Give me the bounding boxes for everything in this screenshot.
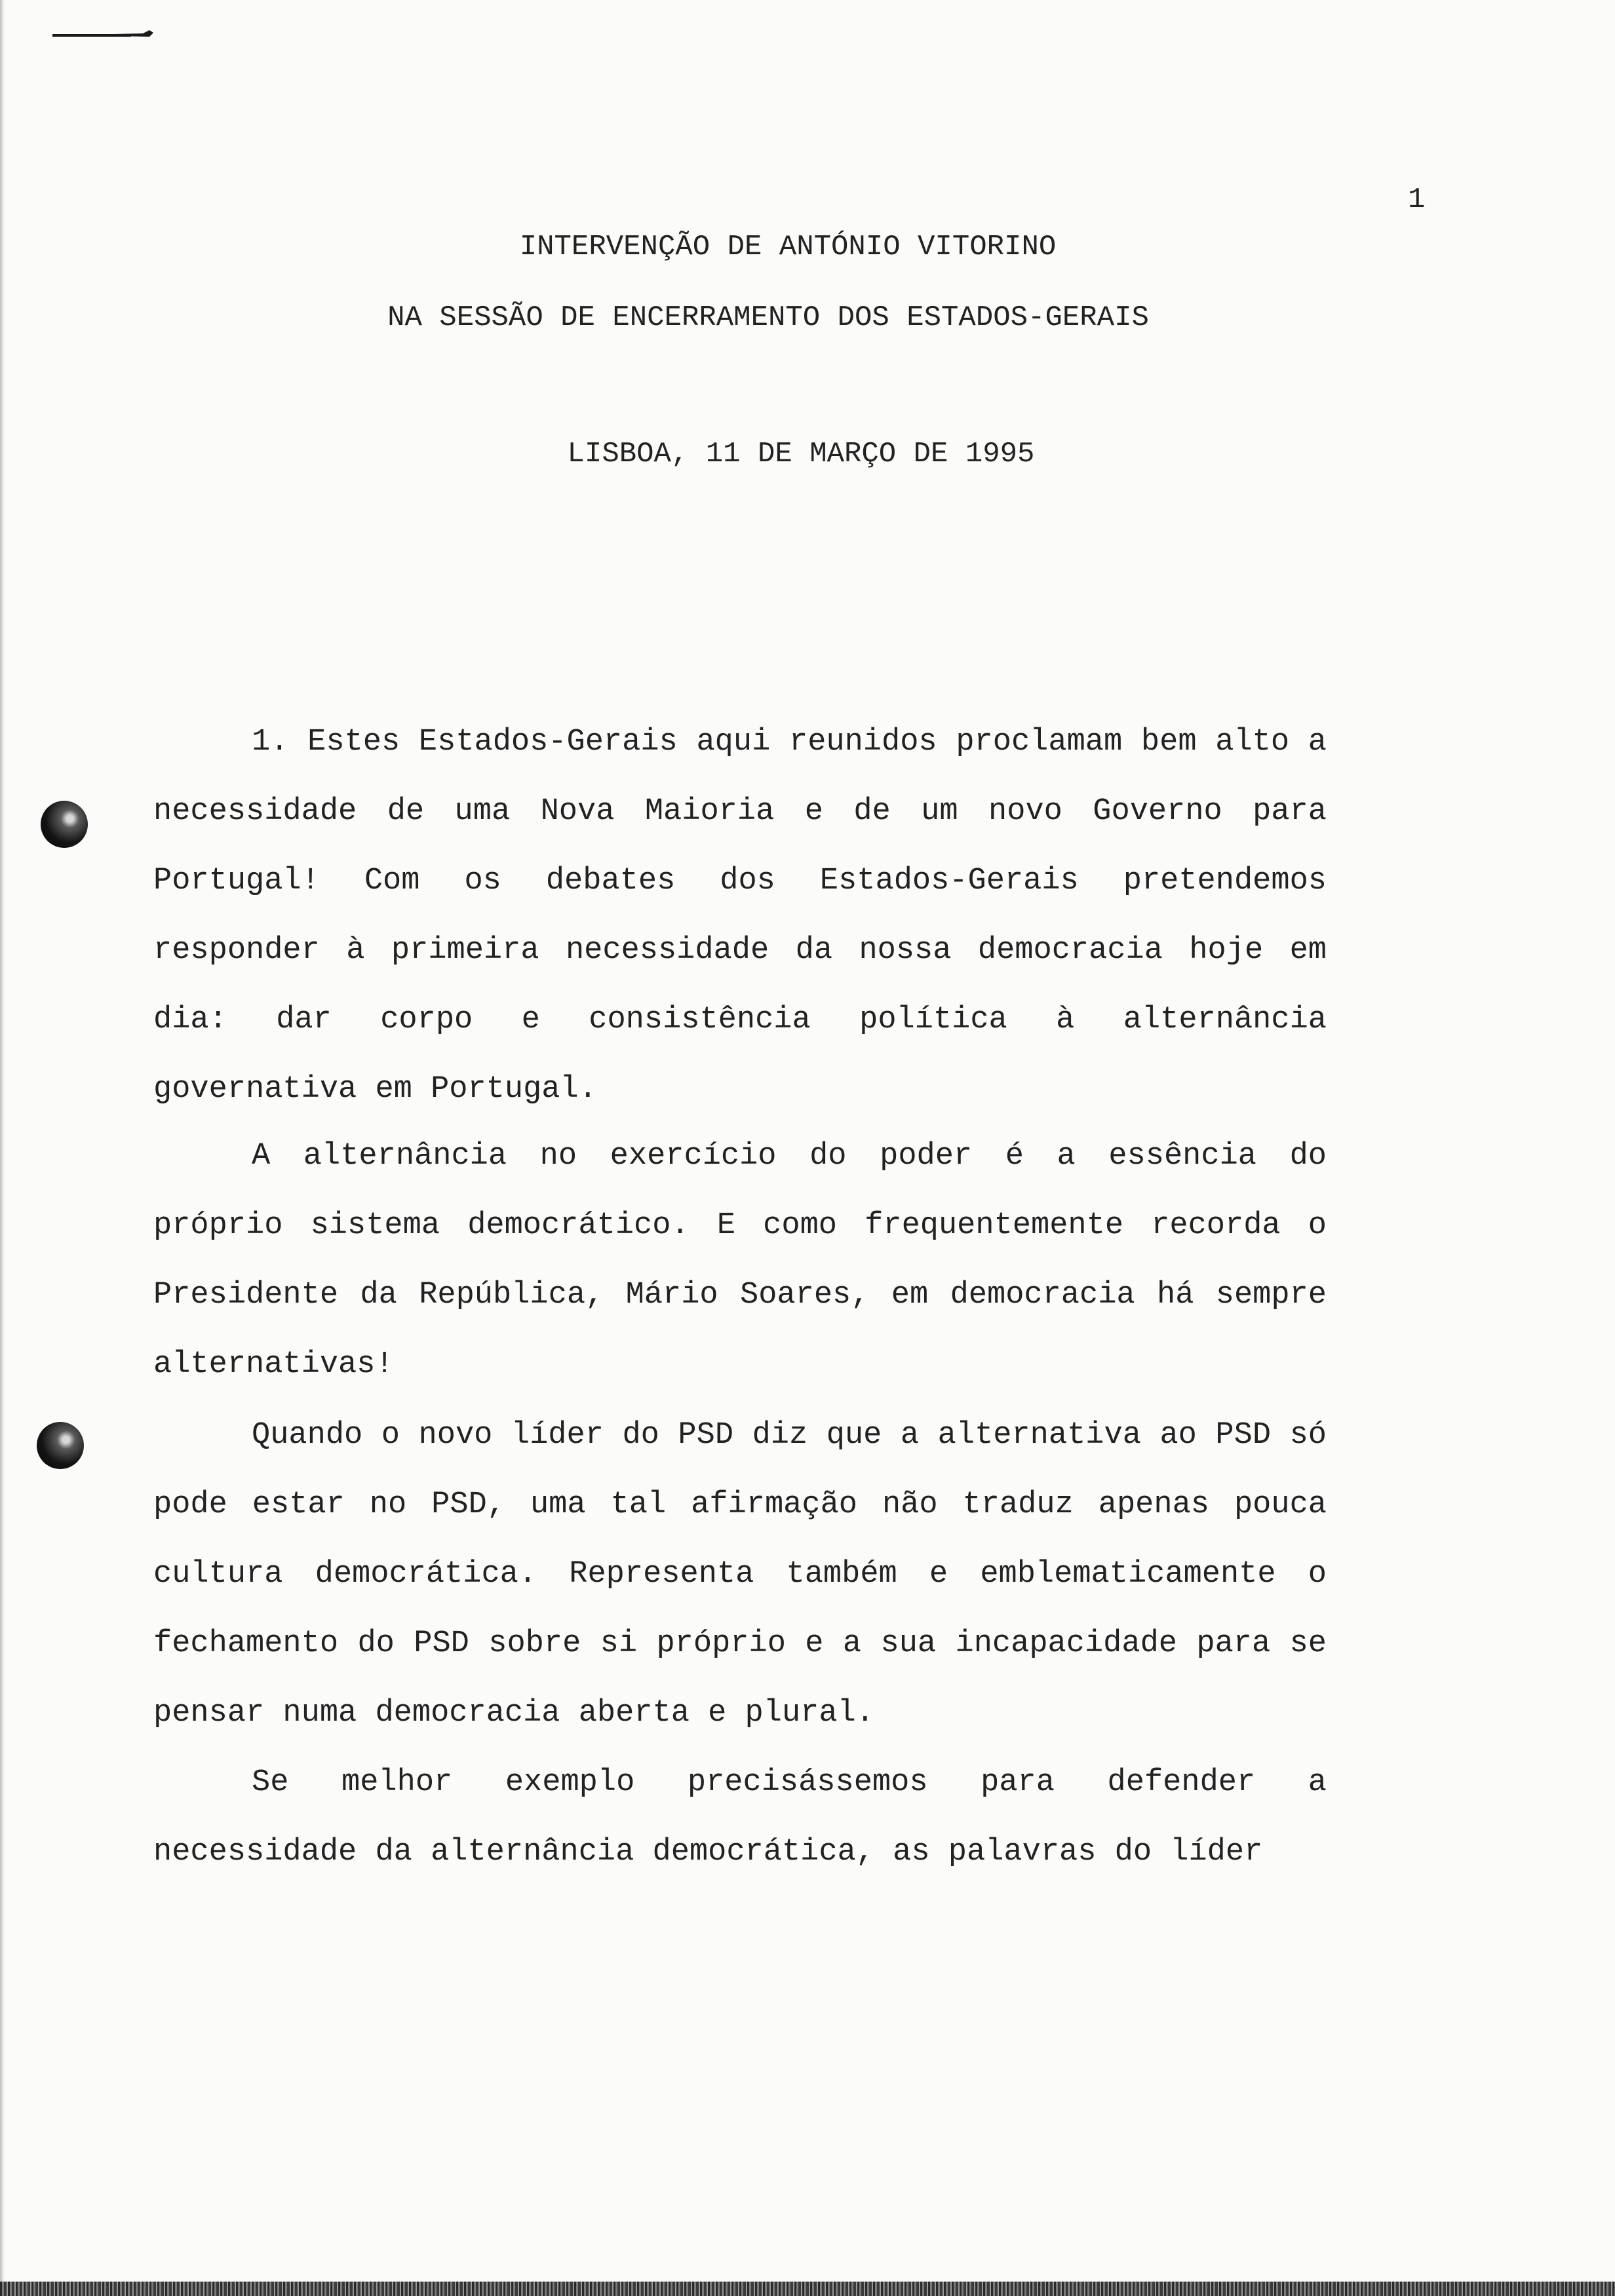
document-title-line-2: NA SESSÃO DE ENCERRAMENTO DOS ESTADOS-GERAIS xyxy=(387,301,1149,334)
scan-left-edge xyxy=(0,0,4,2296)
punch-hole-icon xyxy=(41,801,88,848)
document-title-line-1: INTERVENÇÃO DE ANTÓNIO VITORINO xyxy=(519,231,1057,263)
paragraph: Se melhor exemplo precisássemos para defender a necessidade da alternância democrática, as palavras do líder xyxy=(153,1765,1327,1869)
page-number: 1 xyxy=(1408,183,1426,216)
staple-mark-icon xyxy=(51,29,156,39)
paragraph: 1. Estes Estados-Gerais aqui reunidos proclamam bem alto a necessidade de uma Nova Maioria e de um novo Governo para Portugal! Com os debates dos Estados-Gerais pretendemos responder à primeira necessidade da nossa democracia hoje em dia: dar corpo e consistência política à alternância governativa em Portugal. xyxy=(153,725,1327,1107)
paragraph: Quando o novo líder do PSD diz que a alternativa ao PSD só pode estar no PSD, uma tal afirmação não traduz apenas pouca cultura democrática. Representa também e emblematicamente o fechamento do PSD sobre si próprio e a sua incapacidade para se pensar numa democracia aberta e plural. xyxy=(153,1418,1327,1731)
paragraph: A alternância no exercício do poder é a essência do próprio sistema democrático. E como frequentemente recorda o Presidente da República, Mário Soares, em democracia há sempre alternativas! xyxy=(153,1139,1327,1382)
document-place-date: LISBOA, 11 DE MARÇO DE 1995 xyxy=(567,438,1035,470)
punch-hole-icon xyxy=(37,1422,84,1469)
scan-bottom-edge xyxy=(0,2282,1615,2296)
